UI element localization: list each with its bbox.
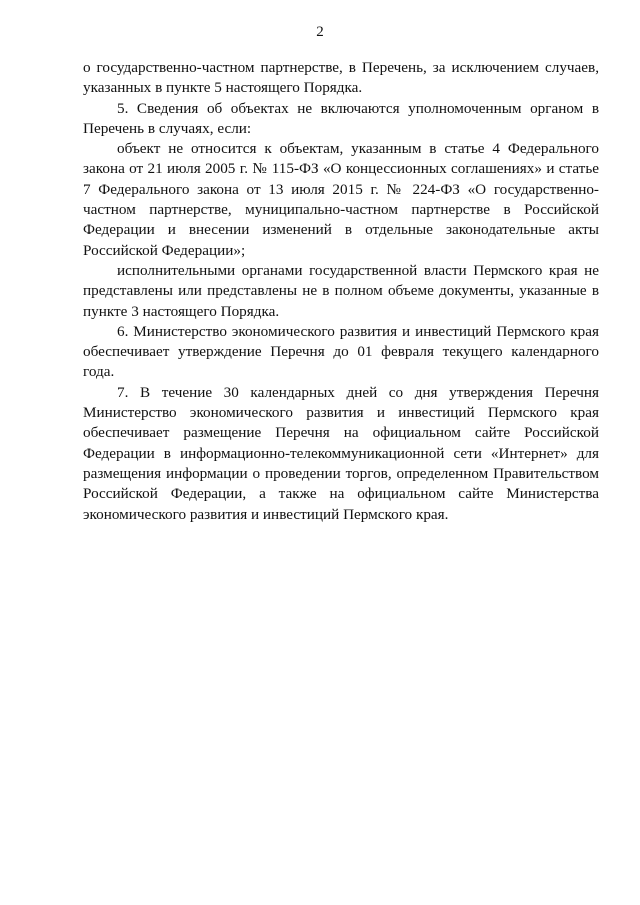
paragraph-condition-object: объект не относится к объектам, указанным в статье 4 Федерального закона от 21 июля 2005 г. № 115-ФЗ «О концессионных соглашениях» и статье 7 Федерального закона от 13 июля 2015 г. № 224-ФЗ «О государственно-частном партнерстве, муниципально-частном партнерстве в Российской Федерации и внесении изменений в отдельные законодательные акты Российской Федерации»; bbox=[83, 140, 599, 259]
paragraph-condition-documents: исполнительными органами государственной власти Пермского края не представлены или представлены не в полном объеме документы, указанные в пункте 3 настоящего Порядка. bbox=[83, 261, 599, 320]
document-body bbox=[83, 58, 599, 525]
paragraph-item-7: 7. В течение 30 календарных дней со дня утверждения Перечня Министерство экономического развития и инвестиций Пермского края обеспечивает размещение Перечня на официальном сайте Российской Федерации в информационно-телекоммуникационной сети «Интернет» для размещения информации о проведении торгов, определенном Правительством Российской Федерации, а также на официальном сайте Министерства экономического развития и инвестиций Пермского края. bbox=[83, 383, 599, 523]
paragraph-item-5: 5. Сведения об объектах не включаются уполномоченным органом в Перечень в случаях, если: bbox=[83, 99, 599, 137]
paragraph-item-6: 6. Министерство экономического развития и инвестиций Пермского края обеспечивает утверждение Перечня до 01 февраля текущего календарного года. bbox=[83, 322, 599, 381]
paragraph-continuation: о государственно-частном партнерстве, в Перечень, за исключением случаев, указанных в пункте 5 настоящего Порядка. bbox=[83, 59, 599, 97]
page-number: 2 bbox=[316, 24, 324, 40]
